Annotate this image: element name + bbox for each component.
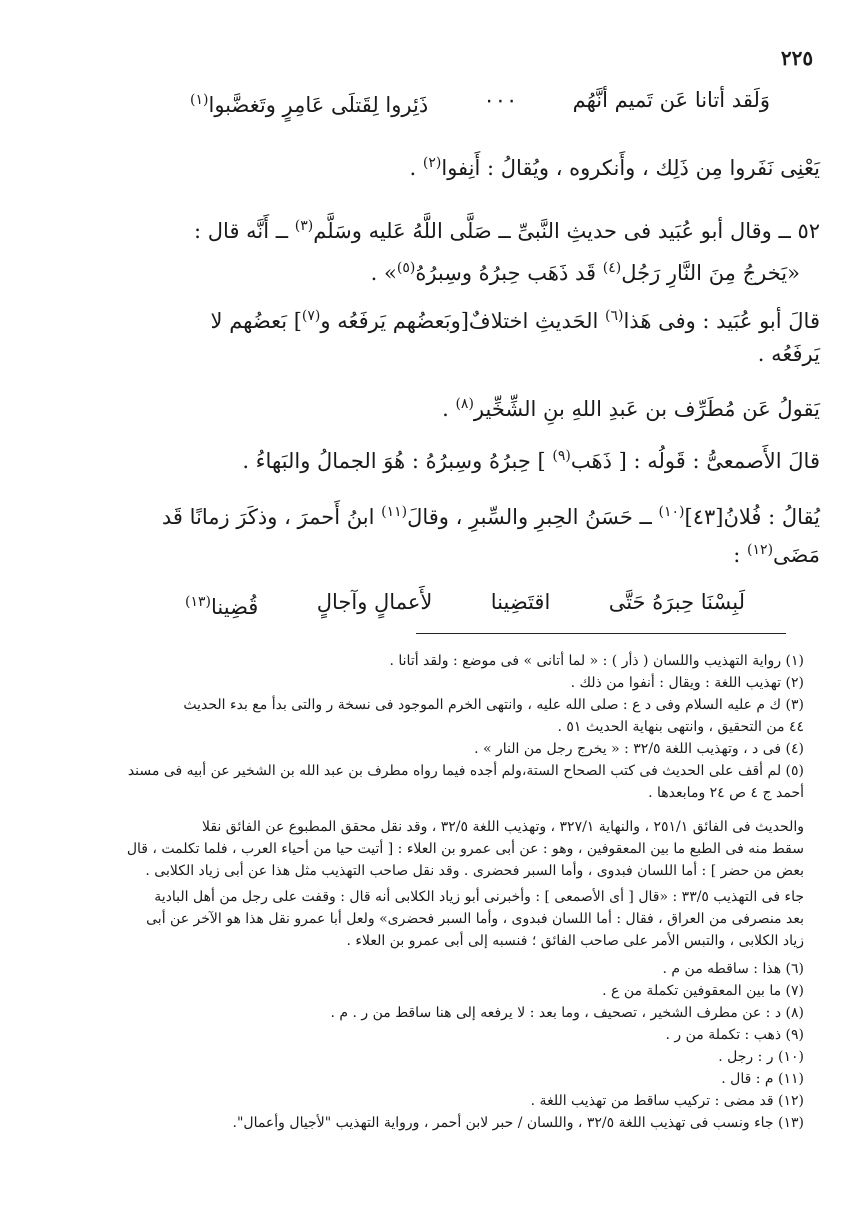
footnote-8: (٨) د : عن مطرف الشخير ، تصحيف ، وما بعد : لا يرفعه إلى هنا ساقط من ر . م . <box>330 1005 804 1021</box>
footnote-ref: (١١) <box>381 504 408 520</box>
footnote-ref: (٥) <box>396 260 416 276</box>
footnote-divider <box>416 633 786 634</box>
body-line-8: قالَ الأَصمعىُّ : قَولُه : [ ذَهَب$^{(٩)}$ ] حِبرُهُ وسِبرُهُ : هُوَ الجمالُ والبَهاءُ . <box>242 448 820 473</box>
footnote-3-cont: ٤٤ من التحقيق ، وانتهى بنهاية الحديث ٥١ . <box>557 719 804 735</box>
body-line-5: قالَ أبو عُبَيد : وفى هَذا$^{(٦)}$ الحَديثِ اختلافٌ[وبَعضُهم يَرفَعُه و$^{(٧)}$] بَعضُهم لا <box>210 308 820 333</box>
body-line-2: يَعْنِى نَفَروا مِن ذَلِك ، وأَنكروه ، ويُقالُ : أَنِفوا$^{(٢)}$ . <box>409 155 820 180</box>
footnote-ref: (١٣) <box>185 594 212 610</box>
footnote-2: (٢) تهذيب اللغة : ويقال : أنفوا من ذلك . <box>570 675 804 691</box>
footnote-paragraph-a: والحديث فى الفائق ٢٥١/١ ، والنهاية ٣٢٧/١ ، وتهذيب اللغة ٣٢/٥ ، وقد نقل محقق المطبوع عن الفائق نقلا سقط منه فى الطبع ما بين المعقوفين ، وهو : عن أبى عمرو بن العلاء : [ أتيت حيا من أحياء العرب ، فلما تكلمت ، قال بعض من حضر ] : أما اللسان فبدوى ، وأما السبر فحضرى . وقد نقل صاحب التهذيب مثل هذا عن أبى زياد الكلابى . <box>126 819 804 879</box>
footnote-ref: (١٢) <box>747 542 774 558</box>
footnote-5-cont: أحمد ج ٤ ص ٢٤ ومابعدها . <box>648 785 804 801</box>
footnote-ref: (٤) <box>602 260 622 276</box>
footnote-paragraph-b: جاء فى التهذيب ٣٣/٥ : «قال [ أى الأصمعى ] : وأخبرنى أبو زياد الكلابى أنه قال : وقفت على رجل من أهل البادية بعد منصرفى من العراق ، فقال : أما اللسان فبدوى ، وأما السبر فحضرى» ولعل أبا عمرو نقل هذا هو الآخر عن أبى زياد الكلابى ، والتبس الأمر على صاحب الفائق ؛ فنسبه إلى أبى عمرو بن العلاء . <box>146 889 804 949</box>
verse-2-left: قُضِينا <box>211 595 259 619</box>
footnote-9: (٩) ذهب : تكملة من ر . <box>665 1027 804 1043</box>
footnote-ref: (٣) <box>294 218 314 234</box>
footnotes-top <box>60 650 804 804</box>
body-line-6: يَرفَعُه . <box>757 342 820 366</box>
body-line-10: مَضَى$^{(١٢)}$ : <box>733 542 820 567</box>
footnote-1: (١) رواية التهذيب واللسان ( ذأر ) : « لما أتانى » فى موضع : ولقد أتانا . <box>389 653 804 669</box>
footnote-5: (٥) لم أقف على الحديث فى كتب الصحاح الستة،ولم أجده فيما رواه مطرف بن عبد الله بن الشخير عن أبيه فى مسند <box>127 763 804 779</box>
footnotes-bottom <box>60 958 804 1134</box>
footnote-6: (٦) هذا : ساقطه من م . <box>662 961 804 977</box>
footnote-ref: (٦) <box>605 308 624 324</box>
verse-1-right-hemistich: وَلَقد أتانا عَن تَميم أنَّهُم <box>572 88 770 112</box>
footnote-ref: (٢) <box>422 155 442 171</box>
verse-2-left-group <box>185 588 258 621</box>
verse-2-mid: اقتَضِينا <box>490 590 551 614</box>
footnote-13: (١٣) جاء ونسب فى تهذيب اللغة ٣٢/٥ ، واللسان / حبر لابن أحمر ، ورواية التهذيب "لأجيال وأعمال". <box>232 1115 804 1131</box>
footnote-ref: (٨) <box>455 396 474 412</box>
footnote-ref: (١٠) <box>658 504 685 520</box>
body-line-9: يُقالُ : فُلانُ[٤٣]$^{(١٠)}$ ــ حَسَنُ الحِبرِ والسِّبرِ ، وقالَ$^{(١١)}$ ابنُ أَحمرَ ، وذكَرَ زمانًا قَد <box>161 504 820 529</box>
footnote-12: (١٢) قد مضى : تركيب ساقط من تهذيب اللغة . <box>530 1093 804 1109</box>
verse-line-1 <box>190 86 770 119</box>
footnote-4: (٤) فى د ، وتهذيب اللغة ٣٢/٥ : « يخرج رجل من النار » . <box>474 741 804 757</box>
footnote-7: (٧) ما بين المعقوفين تكملة من ع . <box>602 983 804 999</box>
verse-1-left-hemistich-group <box>190 86 428 119</box>
footnote-ref: (١) <box>190 92 209 108</box>
verse-line-2 <box>185 588 745 621</box>
body-line-7: يَقولُ عَن مُطَرِّف بن عَبدِ اللهِ بنِ الشِّخِّير$^{(٨)}$ . <box>442 396 820 421</box>
verse-2-mid2: لأَعمالٍ وآجالٍ <box>316 590 433 614</box>
hadith-text: «يَخرجُ مِنَ النَّارِ رَجُل$^{(٤)}$ قَد ذَهَب حِبرُهُ وسِبرُهُ$^{(٥)}$» . <box>370 260 800 285</box>
verse-1-separator: ٠٠٠ <box>483 88 518 112</box>
footnote-10: (١٠) ر : رجل . <box>718 1049 804 1065</box>
footnote-3: (٣) ك م عليه السلام وفى د ع : صلى الله عليه ، وانتهى الخرم الموجود فى نسخة ر والتى بدأ مع بدء الحديث <box>183 697 804 713</box>
footnote-11: (١١) م : قال . <box>721 1071 804 1087</box>
hadith-heading: ٥٢ ــ وقال أبو عُبَيد فى حديثِ النَّبىِّ ــ صَلَّى اللَّهُ عَليه وسَلَّم$^{(٣)}$ ــ أَنَّه قال : <box>194 218 820 243</box>
footnote-ref: (٧) <box>301 308 321 324</box>
footnote-ref: (٩) <box>552 448 571 464</box>
page-number: ٢٢٥ <box>780 46 814 70</box>
verse-1-left-hemistich: ذَئِروا لِقَتلَى عَامِرٍ وتَغضَّبوا <box>208 93 429 117</box>
verse-2-right: لَبِسْنَا حِبرَهُ حَتَّى <box>608 590 745 614</box>
